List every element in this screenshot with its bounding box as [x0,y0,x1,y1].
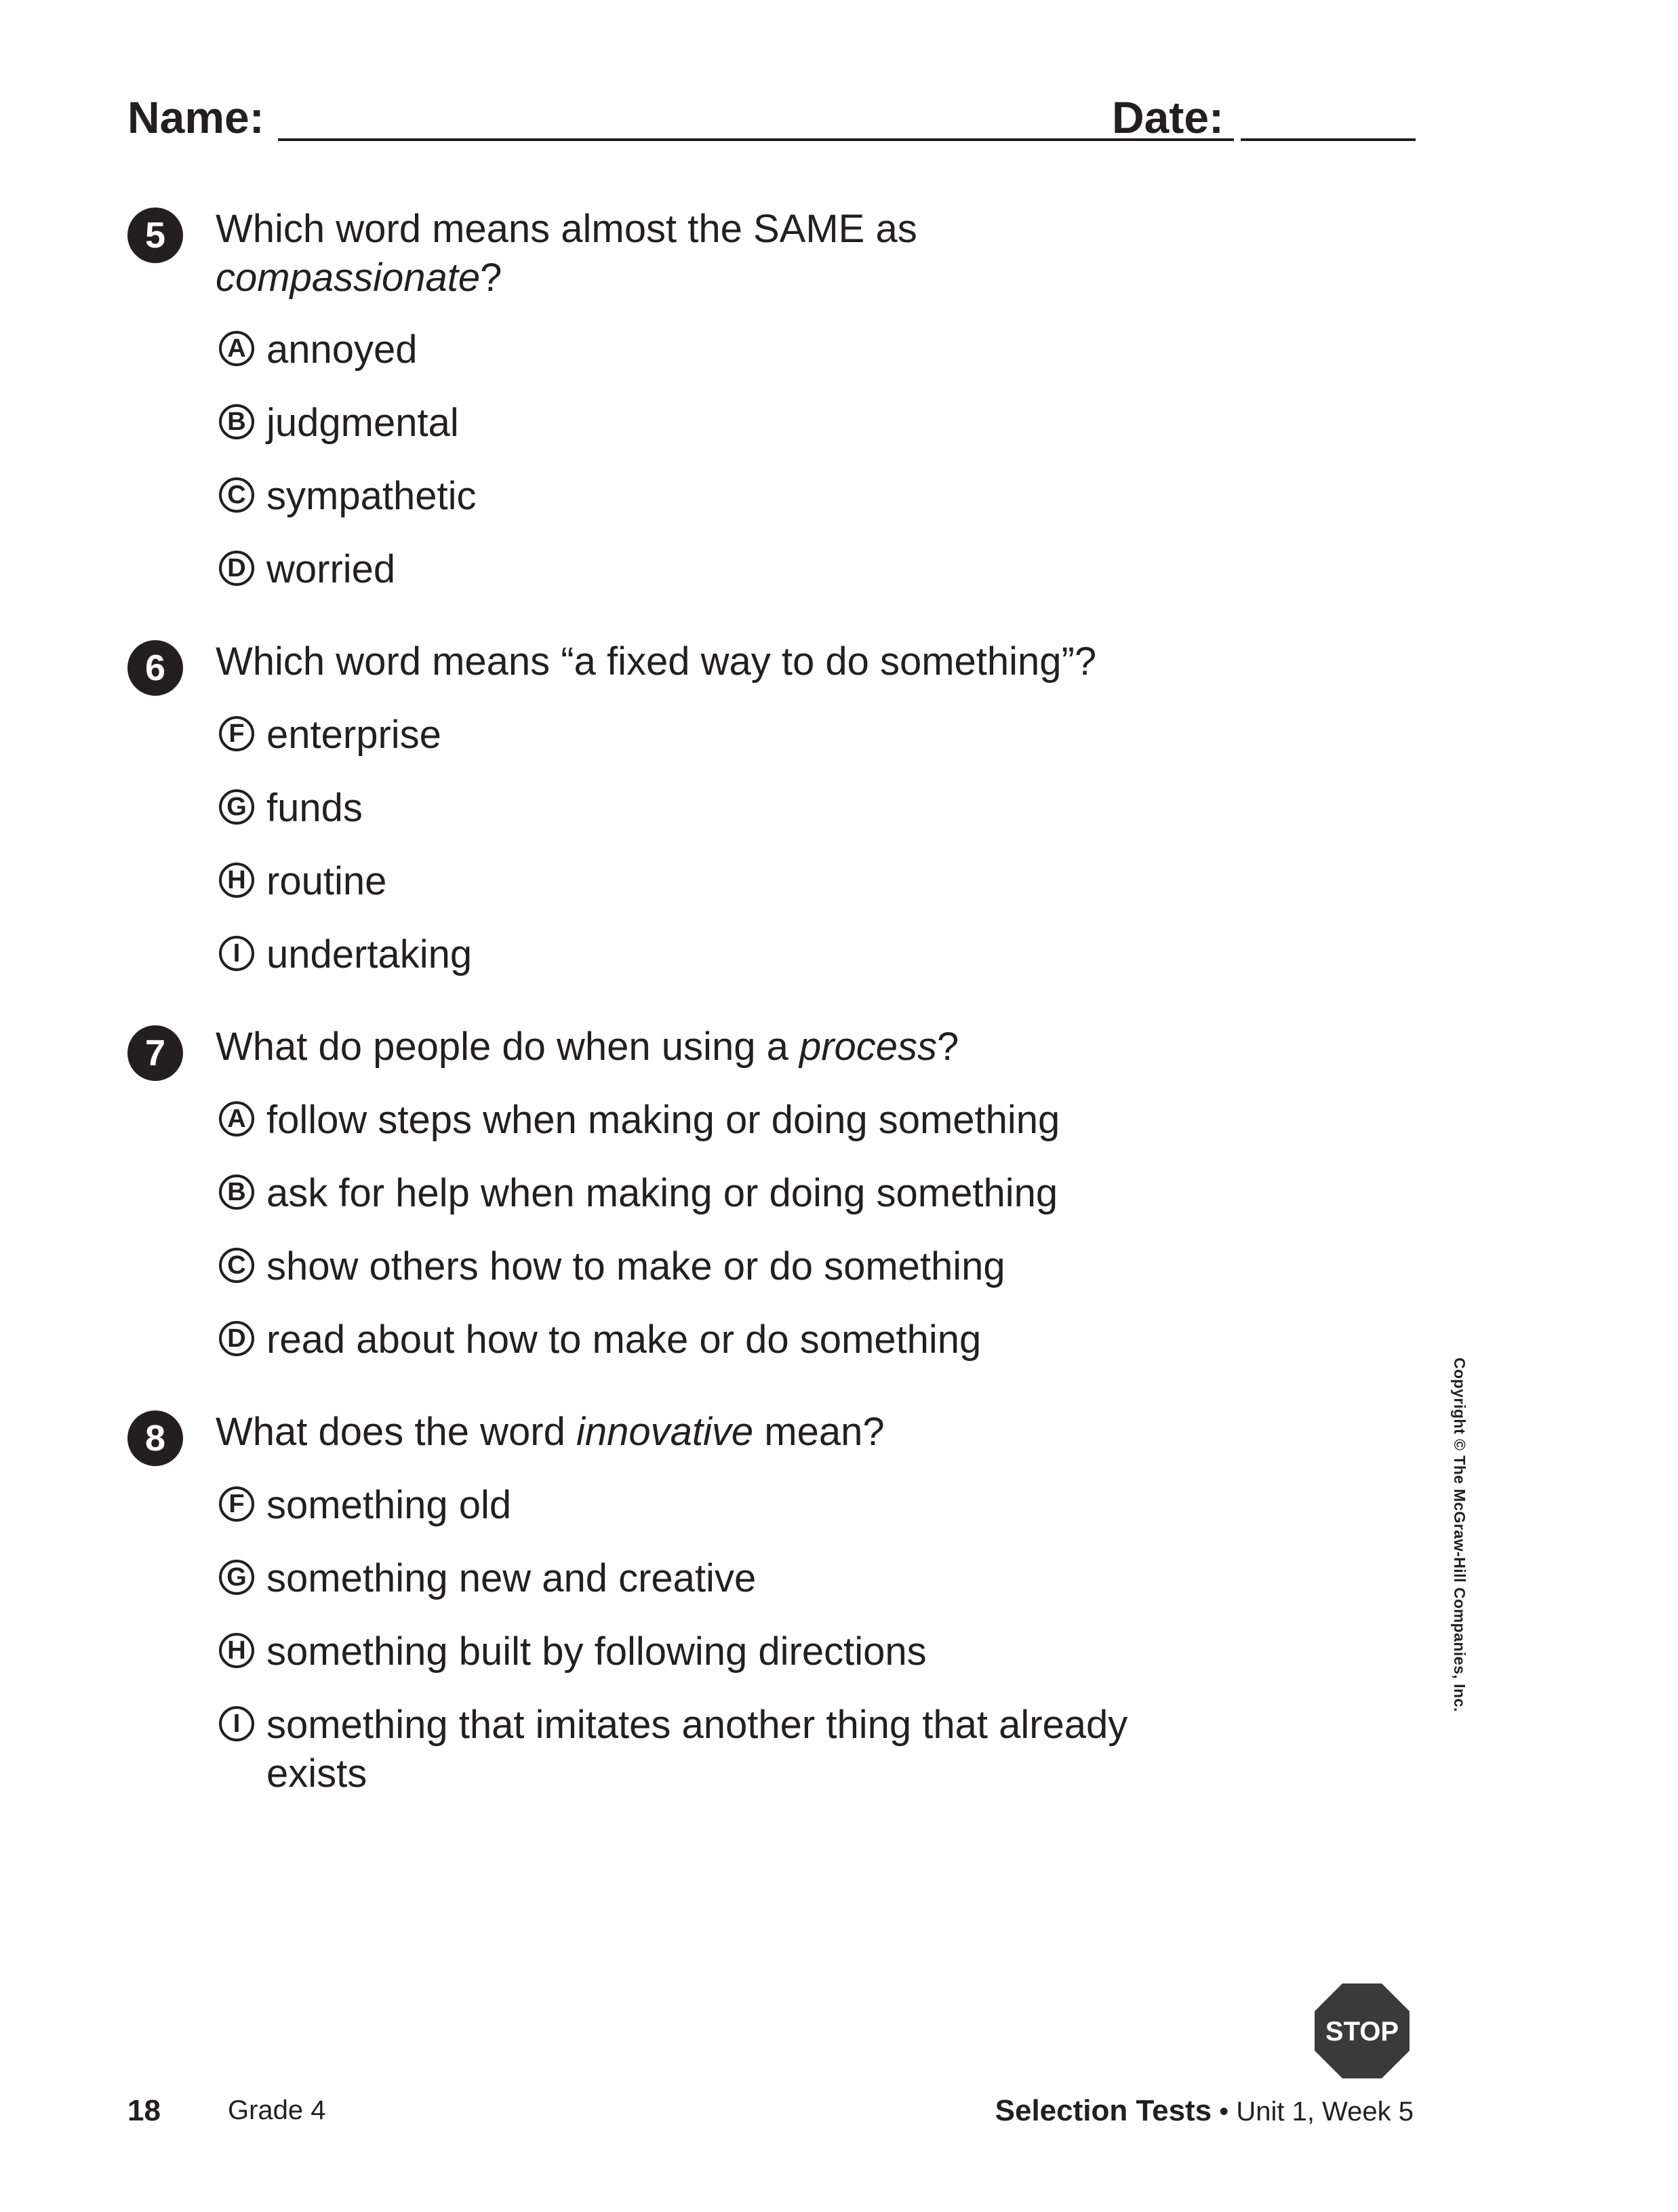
stem-text: What do people do when using a [216,1025,788,1069]
choice-text: annoyed [266,328,418,372]
book-title: Selection Tests [995,2094,1212,2127]
date-field[interactable] [1241,138,1416,141]
choice-text: follow steps when making or doing something [266,1098,1060,1142]
answer-bubble[interactable]: B [219,404,254,439]
stem-text: Which word means almost the SAME as [216,207,917,251]
stem-text: What does the word [216,1410,565,1454]
question-number: 8 [127,1410,183,1466]
question-stem [216,1023,1233,1071]
name-field[interactable] [278,138,1234,141]
choice-text: read about how to make or do something [266,1318,982,1362]
stem-text-after: ? [937,1025,959,1069]
question-number: 6 [127,640,183,696]
stem-text-after: ? [480,256,502,300]
answer-bubble[interactable]: F [219,1486,254,1522]
name-label: Name: [127,92,264,142]
choice-text: something new and creative [266,1556,757,1600]
choice-text: routine [266,859,387,903]
answer-bubble[interactable]: I [219,936,254,971]
unit-week: • Unit 1, Week 5 [1219,2097,1414,2127]
date-label: Date: [1112,92,1224,142]
choice-text: sympathetic [266,474,477,518]
choice-text: worried [266,547,396,591]
answer-bubble[interactable]: A [219,331,254,366]
choice-text: something old [266,1483,512,1527]
copyright-notice: Copyright © The McGraw-Hill Companies, Inc. [1451,1358,1469,1712]
header [127,87,1416,148]
stem-text: Which word means “a fixed way to do something”? [216,639,1097,684]
choice-text: ask for help when making or doing something [266,1171,1058,1215]
choice-text: undertaking [266,932,473,976]
answer-bubble[interactable]: I [219,1706,254,1741]
footer-title [995,2094,1414,2128]
choice-text: show others how to make or do something [266,1244,1005,1288]
choice-text: something that imitates another thing that already exists [266,1703,1128,1796]
grade-label: Grade 4 [228,2095,326,2125]
answer-bubble[interactable]: H [219,1633,254,1668]
answer-bubble[interactable]: G [219,1560,254,1595]
choice-text: funds [266,786,363,830]
answer-bubble[interactable]: F [219,716,254,751]
choice-text: enterprise [266,713,441,757]
question-stem [216,205,1233,302]
answer-bubble[interactable]: G [219,789,254,825]
stop-sign-icon [1314,1983,1410,2079]
choice-text: something built by following directions [266,1630,927,1674]
answer-bubble[interactable]: A [219,1101,254,1137]
answer-bubble[interactable]: H [219,863,254,898]
answer-bubble[interactable]: C [219,1248,254,1283]
question-stem [216,637,1233,686]
question-number: 5 [127,208,183,263]
stop-sign-label: STOP [1325,2017,1399,2047]
stem-emphasis: process [799,1025,938,1069]
stem-text-after: mean? [764,1410,885,1454]
question-number: 7 [127,1025,183,1081]
answer-bubble[interactable]: C [219,477,254,513]
choice-text: judgmental [266,401,459,445]
stem-emphasis: innovative [576,1410,754,1454]
question-stem [216,1408,1233,1457]
answer-bubble[interactable]: D [219,1321,254,1356]
page-number: 18 [127,2094,161,2127]
answer-bubble[interactable]: B [219,1174,254,1210]
stem-emphasis: compassionate [216,256,481,300]
answer-bubble[interactable]: D [219,551,254,586]
